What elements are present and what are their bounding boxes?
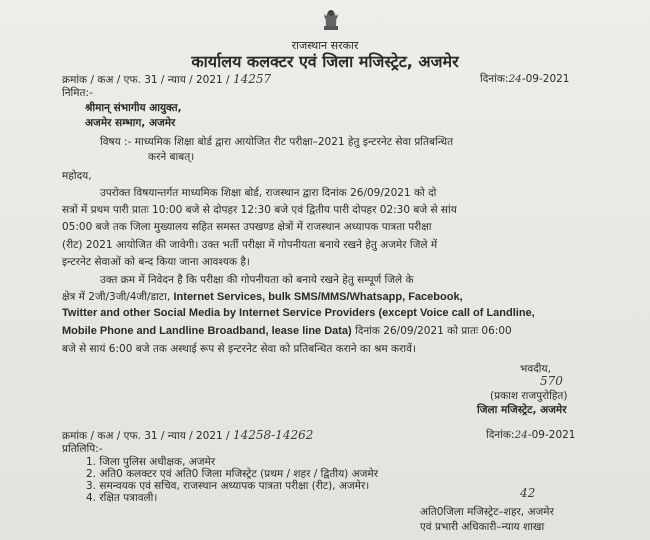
government-name: राजस्थान सरकार (291, 39, 359, 52)
reference-date-2 (486, 428, 576, 442)
addressee-line1: श्रीमान् संभागीय आयुक्त, (85, 102, 182, 114)
subject-line2: करने बाबत्। (148, 151, 195, 163)
signatory-name: (प्रकाश राजपुरोहित) (490, 390, 568, 402)
closing: भवदीय, (520, 363, 551, 375)
para2-line: बजे से सायं 6:00 बजे तक अस्थाई रूप से इन्टरनेट सेवा को प्रतिबन्धित कराने का श्रम करावें। (62, 343, 416, 355)
signatory2-title: अति0जिला मजिस्ट्रेट–शहर, अजमेर (420, 506, 554, 518)
signature-initials: 570 (540, 374, 563, 388)
reference-text: क्रमांक / कअ / एफ. 31 / न्याय / 2021 / (62, 74, 230, 86)
copy-to-item: 1. जिला पुलिस अधीक्षक, अजमेर (86, 456, 216, 468)
date-label: दिनांक: (480, 73, 509, 85)
salutation: महोदय, (62, 170, 92, 182)
date-label: दिनांक: (486, 429, 515, 441)
date-rest: -09-2021 (521, 73, 570, 85)
para2-line2-english: Internet Services, bulk SMS/MMS/Whatsapp, Facebook, (173, 291, 463, 303)
copy-to-label: प्रतिलिपि:- (62, 443, 103, 455)
addressee-line2: अजमेर सम्भाग, अजमेर (85, 117, 176, 129)
para2-line4-hindi: दिनांक 26/09/2021 को प्रातः 06:00 (355, 325, 512, 337)
reference-text: क्रमांक / कअ / एफ. 31 / न्याय / 2021 / (62, 430, 230, 442)
reference-number-2 (62, 428, 313, 443)
copy-to-item: 3. समन्वयक एवं सचिव, राजस्थान अध्यापक पात्रता परीक्षा (रीट), अजमेर। (86, 480, 370, 492)
date-handwritten: 24 (514, 429, 528, 441)
addressee-label: निमित:- (62, 87, 93, 99)
signature2-initials: 42 (520, 486, 536, 500)
para2-line: उक्त क्रम में निवेदन है कि परीक्षा की गोपनीयता को बनाये रखने हेतु सम्पूर्ण जिले के (100, 274, 414, 286)
para1-line: सत्रों में प्रथम पारी प्रातः 10:00 बजे से दोपहर 12:30 बजे एवं द्वितीय पारी दोपहर 02:30 बजे से सांय (62, 204, 457, 216)
copy-to-item: 2. अति0 कलक्टर एवं अति0 जिला मजिस्ट्रेट (प्रथम / शहर / द्वितीय) अजमेर (86, 468, 379, 480)
office-title: कार्यालय कलक्टर एवं जिला मजिस्ट्रेट, अजमेर (191, 52, 459, 71)
reference-handwritten: 14257 (232, 72, 272, 86)
copy-to-item: 4. रक्षित पत्रावली। (86, 492, 158, 504)
ashoka-emblem-icon (316, 4, 346, 34)
date-handwritten: 24 (508, 73, 522, 85)
para2-line: Twitter and other Social Media by Internet Service Providers (except Voice call of Landline, (62, 307, 535, 319)
para2-line4-english: Mobile Phone and Landline Broadband, lease line Data) (62, 325, 352, 337)
para2-line (62, 290, 463, 304)
date-rest: -09-2021 (527, 429, 576, 441)
signatory2-office: एवं प्रभारी अधिकारी–न्याय शाखा (420, 521, 545, 533)
para2-line2-hindi: क्षेत्र में 2जी/3जी/4जी/डाटा, (62, 291, 171, 303)
subject-line1: विषय :- माध्यमिक शिक्षा बोर्ड द्वारा आयोजित रीट परीक्षा–2021 हेतु इन्टरनेट सेवा प्रतिबन्धित (100, 136, 454, 148)
para1-line: 05:00 बजे तक जिला मुख्यालय सहित समस्त उपखण्ड क्षेत्रों में राजस्थान अध्यापक पात्रता परीक्षा (62, 221, 432, 233)
para1-line: उपरोक्त विषयान्तर्गत माध्यमिक शिक्षा बोर्ड, राजस्थान द्वारा दिनांक 26/09/2021 को दो (100, 187, 437, 199)
para1-line: इन्टरनेट सेवाओं को बन्द किया जाना आवश्यक है। (62, 256, 250, 268)
reference-number (62, 72, 271, 87)
para1-line: (रीट) 2021 आयोजित की जावेगी। उक्त भर्ती परीक्षा में गोपनीयता बनाये रखने हेतु अजमेर जिले में (62, 239, 438, 251)
reference-handwritten: 14258-14262 (232, 428, 314, 442)
reference-date (480, 72, 570, 86)
signatory-title: जिला मजिस्ट्रेट, अजमेर (477, 404, 567, 416)
para2-line (62, 324, 512, 338)
